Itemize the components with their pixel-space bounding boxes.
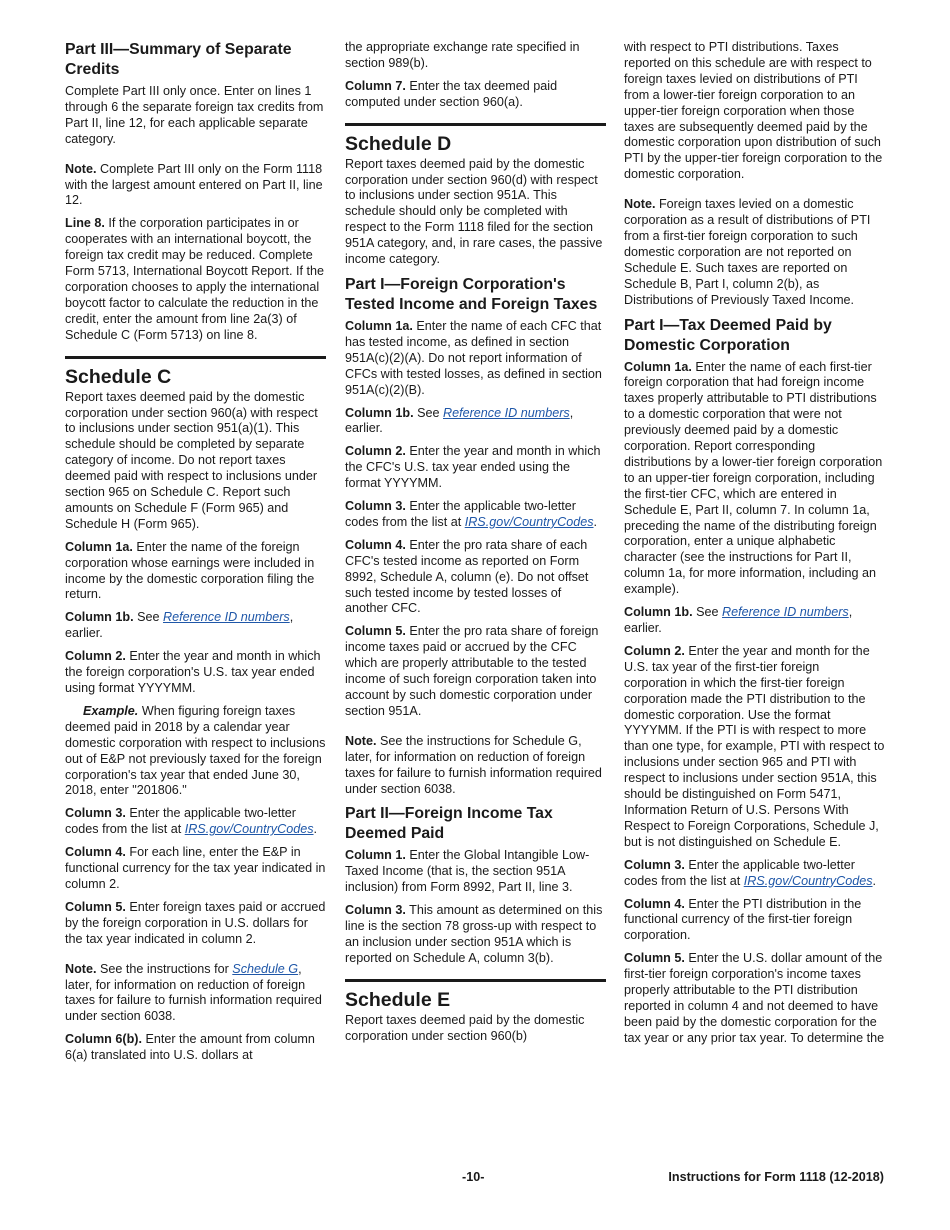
note-paragraph	[65, 962, 326, 1026]
example-label: Example.	[83, 703, 139, 718]
column-3-paragraph	[345, 499, 606, 531]
column-5-paragraph	[345, 624, 606, 719]
column-1b-pre: See	[137, 610, 160, 625]
column-4-text: Enter the PTI distribution in the functional currency of the first-tier foreign corporation.	[624, 896, 862, 943]
part2-heading: Part II—Foreign Income Tax Deemed Paid	[345, 805, 553, 843]
column-3-post: .	[313, 822, 318, 837]
column-1a-label: Column 1a.	[65, 539, 133, 554]
column-3-label: Column 3.	[345, 499, 406, 514]
schedule-d-heading: Schedule D	[345, 123, 606, 156]
column-1b-paragraph	[345, 406, 606, 438]
note-label: Note.	[65, 961, 97, 976]
column-4-text: Enter the pro rata share of each CFC's tested income as reported on Form 8992, Schedule A, column (e). Do not offset such tested income by tested losses of another CFC.	[345, 537, 589, 616]
column-4-paragraph	[624, 897, 885, 945]
column-2-paragraph	[624, 644, 885, 851]
column-5-text: Enter foreign taxes paid or accrued by the foreign corporation in U.S. dollars for the tax year indicated in column 2.	[65, 899, 326, 946]
column-1-text: Enter the Global Intangible Low-Taxed Income (that is, the section 951A inclusion) from Form 8992, Part II, line 3.	[345, 848, 590, 895]
column-1a-text: Enter the name of each CFC that has tested income, as defined in section 951A(c)(2)(A). Do not report information of CFCs with tested losses, as defined in section 951A(c)(2)(B).	[345, 318, 602, 397]
schedule-c-body: Report taxes deemed paid by the domestic corporation under section 960(a) with respect to inclusions under section 951(a)(1). This schedule should be completed by separate category of income. Do not report taxes deemed paid with respect to inclusions under section 965 on Schedule C. Report such amounts on Schedule F (Form 965) and Schedule H (Form 965).	[65, 389, 318, 531]
column-1a-paragraph	[345, 319, 606, 399]
reference-id-link[interactable]: Reference ID numbers	[163, 610, 290, 625]
column-4-paragraph	[345, 538, 606, 618]
column-4-label: Column 4.	[624, 896, 685, 911]
column-3-label: Column 3.	[65, 806, 126, 821]
column-3-label: Column 3.	[345, 903, 406, 918]
column-7-paragraph	[345, 79, 606, 111]
column-2-text: Enter the year and month for the U.S. tax year of the first-tier foreign corporation in which the first-tier foreign corporation made the PTI distribution to the domestic corporation. Use the format YYYYMM. If the PTI is with respect to more than one type, for example, PTI with respect to inclusions under section 965 and PTI with respect to inclusions under section 951A, this should be distinguished on Form 5471, Information Return of U.S. Persons With Respect to Foreign Corporations, Schedule J, but is not distinguished on Schedule E.	[624, 643, 885, 849]
column-2-paragraph	[345, 444, 606, 492]
page-footer	[0, 1170, 950, 1188]
column-5-label: Column 5.	[65, 899, 126, 914]
example-text: When figuring foreign taxes deemed paid in 2018 by a calendar year domestic corporation with respect to inclusions out of E&P not previously taxed for the foreign corporation's tax year that ended June 30, 2018, enter "201806."	[65, 703, 326, 798]
country-codes-link[interactable]: IRS.gov/CountryCodes	[743, 873, 873, 888]
column-left	[65, 40, 326, 1071]
column-1b-label: Column 1b.	[624, 605, 693, 620]
note-label: Note.	[345, 733, 377, 748]
column-3-text: Enter the applicable two-letter codes from the list at	[345, 499, 576, 529]
column-1b-post: , earlier.	[624, 605, 853, 635]
note-paragraph	[624, 197, 885, 308]
column-5-text: Enter the U.S. dollar amount of the first-tier foreign corporation's income taxes properly attributable to the PTI distribution reported in column 4 and not deemed to have been paid by the domestic corporation for the tax year or any prior tax year. To determine the	[624, 951, 885, 1045]
column-5-paragraph	[65, 900, 326, 948]
column-2-label: Column 2.	[345, 444, 406, 459]
country-codes-link[interactable]: IRS.gov/CountryCodes	[184, 822, 314, 837]
column-3-text: Enter the applicable two-letter codes from the list at	[624, 857, 855, 888]
column-1a-text: Enter the name of each first-tier foreign corporation that had foreign income taxes properly attributable to PTI distributions to a domestic corporation that were not previously deemed paid by a domestic corporation. Report corresponding distributions by a lower-tier foreign corporation to an upper-tier foreign corporation, including the first-tier CFC, which are entered in Schedule E, Part II, column 7. In column 1a, preceding the name of the distributing foreign corporation, enter a unique alphabetic character (see the instructions for Part II, column 1a, for more information, including an example).	[624, 359, 883, 597]
schedule-c-heading: Schedule C	[65, 356, 326, 389]
reference-id-link[interactable]: Reference ID numbers	[722, 605, 849, 620]
column-1a-label: Column 1a.	[624, 359, 692, 374]
part3-heading: Part III—Summary of Separate Credits	[65, 41, 292, 78]
country-codes-link[interactable]: IRS.gov/CountryCodes	[464, 514, 594, 529]
column-1-paragraph	[345, 848, 606, 896]
column-1a-paragraph	[65, 540, 326, 604]
column-1b-pre: See	[696, 605, 719, 620]
column-right	[624, 40, 885, 1054]
column-1b-paragraph	[624, 605, 885, 637]
continued-text: with respect to PTI distributions. Taxes reported on this schedule are with respect to foreign taxes levied on distributions of PTI from a lower-tier foreign corporation to an upper-tier foreign corporation when those taxes are subsequently deemed paid by the domestic corporation upon distribution of such PTI by the upper-tier foreign corporation to the domestic corporation.	[624, 40, 883, 182]
part1-heading: Part I—Tax Deemed Paid by Domestic Corporation	[624, 316, 832, 354]
column-1a-text: Enter the name of the foreign corporation whose earnings were included in income by the domestic corporation filing the return.	[65, 539, 315, 602]
column-5-text: Enter the pro rata share of foreign income taxes paid or accrued by the CFC which are properly attributable to the tested income of such foreign corporation taken into account by such domestic corporation under section 951A.	[345, 624, 599, 718]
column-4-label: Column 4.	[65, 845, 126, 860]
column-1-label: Column 1.	[345, 848, 406, 863]
example-paragraph	[65, 704, 326, 799]
schedule-e-heading: Schedule E	[345, 979, 606, 1012]
column-3-paragraph	[65, 806, 326, 838]
schedule-d-body: Report taxes deemed paid by the domestic corporation under section 960(d) with respect to inclusions under section 951A. This schedule should only be completed with respect to the Form 1118 filed for the section 951A category, and, in rare cases, the passive income category.	[345, 156, 603, 267]
note-post: , later, for information on reduction of foreign taxes for failure to furnish information required under section 6038.	[65, 961, 322, 1024]
column-3-label: Column 3.	[624, 857, 685, 872]
note-text: Complete Part III only on the Form 1118 with the largest amount entered on Part II, line 12.	[65, 161, 323, 208]
schedule-g-link[interactable]: Schedule G	[232, 961, 299, 976]
continued-text: the appropriate exchange rate specified in section 989(b).	[345, 40, 580, 70]
column-6b-text: Enter the amount from column 6(a) translated into U.S. dollars at	[65, 1032, 315, 1063]
page-number: -10-	[462, 1170, 485, 1184]
column-4-paragraph	[65, 845, 326, 893]
column-middle	[345, 40, 606, 1052]
column-2-text: Enter the year and month in which the foreign corporation's U.S. tax year ended using format YYYYMM.	[65, 649, 321, 695]
column-5-label: Column 5.	[345, 624, 406, 639]
column-4-label: Column 4.	[345, 537, 406, 552]
column-5-paragraph	[624, 951, 885, 1046]
column-3-text: Enter the applicable two-letter codes from the list at	[65, 806, 296, 837]
column-7-label: Column 7.	[345, 78, 406, 93]
part3-body: Complete Part III only once. Enter on lines 1 through 6 the separate foreign tax credits from Part II, line 12, for each applicable separate category.	[65, 84, 324, 146]
column-1a-paragraph	[624, 360, 885, 599]
column-3-paragraph	[345, 903, 606, 967]
line8-label: Line 8.	[65, 216, 105, 231]
line8-paragraph	[65, 216, 326, 343]
column-3-post: .	[593, 514, 598, 529]
column-5-label: Column 5.	[624, 951, 685, 966]
column-3-paragraph	[624, 858, 885, 890]
column-7-text: Enter the tax deemed paid computed under section 960(a).	[345, 78, 558, 109]
column-1b-post: , earlier.	[345, 405, 574, 436]
column-6b-label: Column 6(b).	[65, 1032, 142, 1047]
note-text: See the instructions for Schedule G, later, for information on reduction of foreign taxes for failure to furnish information required under section 6038.	[345, 733, 602, 796]
note-paragraph	[65, 162, 326, 210]
column-2-label: Column 2.	[624, 643, 685, 658]
column-1b-label: Column 1b.	[65, 610, 134, 625]
column-4-text: For each line, enter the E&P in functional currency for the tax year indicated in column 2.	[65, 845, 326, 891]
column-3-text: This amount as determined on this line is the section 78 gross-up with respect to an inclusion under section 951A which is reported on Schedule A, column 3(b).	[345, 903, 603, 965]
schedule-e-body: Report taxes deemed paid by the domestic corporation under section 960(b)	[345, 1012, 585, 1043]
column-1b-pre: See	[417, 405, 440, 420]
reference-id-link[interactable]: Reference ID numbers	[443, 405, 570, 420]
column-1b-label: Column 1b.	[345, 405, 414, 420]
note-label: Note.	[624, 197, 656, 212]
part1-heading: Part I—Foreign Corporation's Tested Income and Foreign Taxes	[345, 275, 598, 313]
note-text: Foreign taxes levied on a domestic corporation as a result of distributions of PTI from a first-tier foreign corporation to such domestic corporation are not reported on Schedule E. Such taxes are reported on Schedule B, Part I, column 2(b), as Distributions of Previously Taxed Income.	[624, 197, 871, 307]
footer-title: Instructions for Form 1118 (12-2018)	[668, 1170, 884, 1184]
note-label: Note.	[65, 161, 97, 176]
column-2-paragraph	[65, 649, 326, 697]
line8-text: If the corporation participates in or cooperates with an international boycott, the foreign tax credit may be reduced. Complete Form 5713, International Boycott Report. If the corporation chooses to apply the international boycott factor to calculate the reduction in the credit, enter the amount from line 2a(3) of Schedule C (Form 5713) on line 8.	[65, 216, 325, 342]
column-1a-label: Column 1a.	[345, 318, 413, 333]
column-1b-paragraph	[65, 610, 326, 642]
column-1b-post: , earlier.	[65, 610, 294, 641]
column-6b-paragraph	[65, 1032, 326, 1064]
column-3-post: .	[872, 873, 877, 888]
note-pre: See the instructions for	[99, 961, 229, 976]
column-2-text: Enter the year and month in which the CFC's U.S. tax year ended using the format YYYYMM.	[345, 444, 601, 491]
note-paragraph	[345, 734, 606, 798]
column-2-label: Column 2.	[65, 649, 126, 664]
